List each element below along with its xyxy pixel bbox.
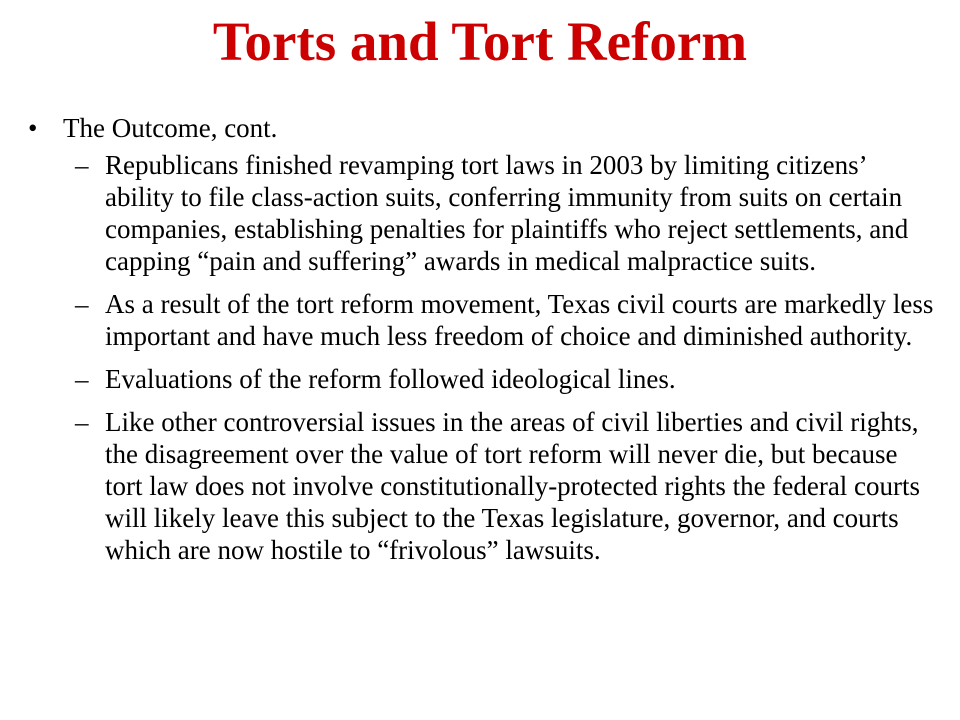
- sub-bullet-text: Evaluations of the reform followed ideological lines.: [105, 364, 676, 394]
- sub-bullet-text: Like other controversial issues in the areas of civil liberties and civil rights, the disagreement over the value of tort reform will never die, but because tort law does not involve constitutionally-protected rights the federal courts will likely leave this subject to the Texas legislature, governor, and courts which are now hostile to “frivolous” lawsuits.: [105, 407, 921, 565]
- bullet-marker: •: [28, 113, 38, 143]
- bullet-item: [28, 112, 938, 144]
- slide-content: [28, 112, 938, 577]
- dash-marker: –: [75, 407, 89, 437]
- bullet-text: The Outcome, cont.: [63, 113, 278, 143]
- sub-bullet-item: [28, 288, 938, 352]
- dash-marker: –: [75, 150, 89, 180]
- sub-bullet-list: [28, 149, 938, 566]
- dash-marker: –: [75, 364, 89, 394]
- sub-bullet-text: Republicans finished revamping tort laws in 2003 by limiting citizens’ ability to file class-action suits, conferring immunity from suits on certain companies, establishing penalties for plaintiffs who reject settlements, and capping “pain and suffering” awards in medical malpractice suits.: [105, 150, 909, 276]
- sub-bullet-item: [28, 363, 938, 395]
- sub-bullet-item: [28, 406, 938, 566]
- dash-marker: –: [75, 289, 89, 319]
- sub-bullet-text: As a result of the tort reform movement, Texas civil courts are markedly less important and have much less freedom of choice and diminished authority.: [105, 289, 934, 351]
- sub-bullet-item: [28, 149, 938, 277]
- slide-title: Torts and Tort Reform: [212, 11, 748, 72]
